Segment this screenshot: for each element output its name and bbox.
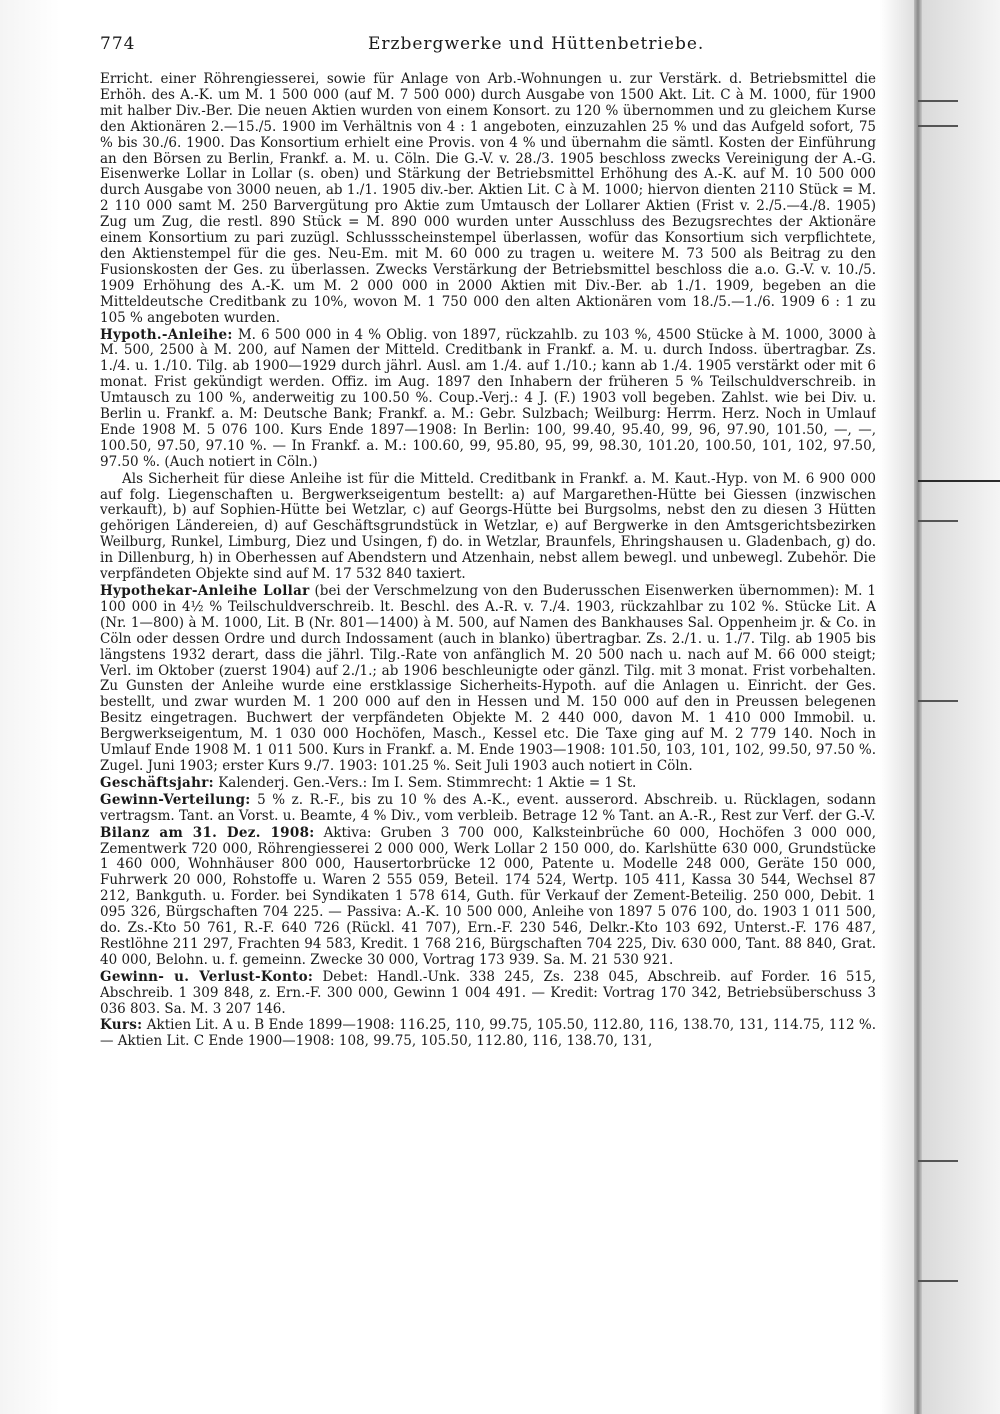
- adjacent-page-mark: [918, 1280, 958, 1282]
- body-text: [100, 72, 876, 1402]
- paragraph-geschaeftsjahr: [100, 776, 876, 792]
- paragraph-security: [100, 472, 876, 583]
- paragraph-lead: Gewinn-Verteilung:: [100, 791, 251, 808]
- paragraph-text: Aktiva: Gruben 3 700 000, Kalksteinbrüche 60 000, Hochöfen 3 000 000, Zementwerk 720 000, Röhrengiesserei 2 000 000, Werk Lollar 2 150 000, do. Karlshütte 630 000, Grundstücke 1 460 000, Wohnhäuser 800 000, Hausertorbrücke 12 000, Patente u. Modelle 248 000, Geräte 150 000, Fuhrwerk 20 000, Rohstoffe u. Waren 2 555 059, Beteil. 174 524, Wertp. 105 411, Kassa 30 544, Wechsel 87 212, Bankguth. u. Forder. bei Syndikaten 1 578 614, Guth. für Verkauf der Zement-Beteilig. 250 000, Debit. 1 095 326, Bürgschaften 704 225. — Passiva: A.-K. 10 500 000, Anleihe von 1897 5 076 100, do. 1903 1 011 500, do. Zs.-Kto 50 761, R.-F. 640 726 (Rückl. 41 707), Ern.-F. 230 546, Delkr.-Kto 103 692, Unterst.-F. 176 487, Restlöhne 211 297, Frachten 94 583, Kredit. 1 768 216, Bürgschaften 704 225, Div. 630 000, Tant. 88 840, Grat. 40 000, Belohn. u. f. gemeinn. Zwecke 30 000, Vortrag 173 939. Sa. M. 21 530 921.: [100, 824, 876, 968]
- paragraph-capital-increase: [100, 72, 876, 327]
- paragraph-bilanz: [100, 826, 876, 969]
- page-number: 774: [100, 34, 136, 54]
- paragraph-text: Debet: Handl.-Unk. 338 245, Zs. 238 045, Abschreib. auf Forder. 16 515, Abschreib. 1 309 848, z. Ern.-F. 300 000, Gewinn 1 004 491. — Kredit: Vortrag 170 342, Betriebsüberschuss 3 036 803. Sa. M. 3 207 146.: [100, 968, 876, 1017]
- paragraph-gewinn-verteilung: [100, 793, 876, 825]
- paragraph-lead: Hypothekar-Anleihe Lollar: [100, 583, 310, 599]
- paragraph-lead: Geschäftsjahr:: [100, 774, 214, 791]
- paragraph-text: Erricht. einer Röhrengiesserei, sowie für Anlage von Arb.-Wohnungen u. zur Verstärk. d. Betriebsmittel die Erhöh. des A.-K. um M. 1 500 000 (auf M. 7 500 000) durch Ausgabe von 1500 Akt. Lit. C à M. 1000, für 1900 mit halber Div.-Ber. Die neuen Aktien wurden von einem Konsort. zu 120 % übernommen und zu gleichem Kurse den Aktionären 2.—15./5. 1900 im Verhältnis von 4 : 1 angeboten, einzuzahlen 25 % und das Aufgeld sofort, 75 % bis 30./6. 1900. Das Konsortium erhielt eine Provis. von 4 % und übernahm die sämtl. Kosten der Einführung an den Börsen zu Berlin, Frankf. a. M. u. Cöln. Die G.-V. v. 28./3. 1905 beschloss zwecks Vereinigung der A.-G. Eisenwerke Lollar in Lollar (s. oben) und Stärkung der Betriebsmittel Erhöhung des A.-K. auf M. 10 500 000 durch Ausgabe von 3000 neuen, ab 1./1. 1905 div.-ber. Aktien Lit. C à M. 1000; hiervon dienten 2110 Stück = M. 2 110 000 samt M. 250 Barvergütung pro Aktie zum Umtausch der Lollarer Aktien (Frist v. 2./5.—4./8. 1905) Zug um Zug, die restl. 890 Stück = M. 890 000 wurden unter Ausschluss des Bezugsrechtes der Aktionäre einem Konsortium zu pari zuzügl. Schlussscheinstempel überlassen, wofür das Konsortium sich verpflichtete, den Aktienstempel für die ges. Neu-Em. mit M. 60 000 zu tragen u. weitere M. 73 500 als Beitrag zu den Fusionskosten der Ges. zu überlassen. Zwecks Verstärkung der Betriebsmittel beschloss die a.o. G.-V. v. 10./5. 1909 Erhöhung des A.-K. um M. 2 000 000 in 2000 Aktien mit Div.-Ber. ab 1./1. 1909, begeben an die Mitteldeutsche Creditbank zu 10%, wovon M. 1 750 000 den alten Aktionären vom 18./5.—1./6. 1909 6 : 1 zu 105 % angeboten wurden.: [100, 72, 876, 326]
- paragraph-lead: Bilanz am 31. Dez. 1908:: [100, 824, 315, 841]
- paragraph-hypoth-anleihe: [100, 328, 876, 471]
- adjacent-page-edge: [918, 80, 1000, 1400]
- page-header: [100, 34, 900, 60]
- paragraph-text: Als Sicherheit für diese Anleihe ist für die Mitteld. Creditbank in Frankf. a. M. Kaut.-Hyp. von M. 6 900 000 auf folg. Liegenschaften u. Bergwerkseigentum bestellt: a) auf Margarethen-Hütte bei Giessen (inzwischen verkauft), b) auf Sophien-Hütte bei Wetzlar, c) auf Georgs-Hütte bei Burgsolms, nebst den zu diesen 3 Hütten gehörigen Ländereien, d) auf Geschäftsgrundstück in Wetzlar, e) auf Bergwerke in den Amtsgerichtsbezirken Weilburg, Runkel, Limburg, Diez und Usingen, f) do. in Wetzlar, Braunfels, Ehringshausen u. Gladenbach, g) do. in Dillenburg, h) in Oberhessen auf Abendstern und Atzenhain, nebst allem bewegl. und unbewegl. Zubehör. Die verpfändeten Objekte sind auf M. 17 532 840 taxiert.: [100, 470, 876, 583]
- paragraph-text: Kalenderj. Gen.-Vers.: Im I. Sem. Stimmrecht: 1 Aktie = 1 St.: [218, 774, 637, 791]
- paragraph-text: (bei der Verschmelzung von den Buderusschen Eisenwerken übernommen): M. 1 100 000 in 4½ % Teilschuldverschreib. lt. Beschl. des A.-R. v. 7./4. 1903, rückzahlbar zu 102 %. Stücke Lit. A (Nr. 1—800) à M. 1000, Lit. B (Nr. 801—1400) à M. 500, auf Namen des Bankhauses Sal. Oppenheim jr. & Co. in Cöln oder dessen Ordre und durch Indossament (auch in blanko) übertragbar. Zs. 2./1. u. 1./7. Tilg. ab 1905 bis längstens 1932 derart, dass die jährl. Tilg.-Rate von anfänglich M. 20 500 nach u. nach auf M. 66 000 steigt; Verl. im Oktober (zuerst 1904) auf 2./1.; ab 1906 beschleunigte oder gänzl. Tilg. mit 3 monat. Frist vorbehalten. Zu Gunsten der Anleihe wurde eine erstklassige Sicherheits-Hypoth. auf die Anlagen u. Einricht. der Ges. bestellt, und zwar wurden M. 1 200 000 auf den in Hessen und M. 150 000 auf den in Preussen belegenen Besitz eingetragen. Buchwert der verpfändeten Objekte M. 2 440 000, davon M. 1 410 000 Immobil. u. Bergwerkseigentum, M. 1 030 000 Hochöfen, Masch., Kessel etc. Die Taxe ging auf M. 2 779 140. Noch in Umlauf Ende 1908 M. 1 011 500. Kurs in Frankf. a. M. Ende 1903—1908: 101.50, 103, 101, 102, 99.50, 97.50 %. Zugel. Juni 1903; erster Kurs 9./7. 1903: 101.25 %. Seit Juli 1903 auch notiert in Cöln.: [100, 583, 876, 774]
- adjacent-page-mark: [918, 1160, 958, 1162]
- paragraph-gewinn-verlust-konto: [100, 970, 876, 1018]
- adjacent-page-mark: [918, 125, 958, 127]
- adjacent-page-mark: [918, 700, 958, 702]
- adjacent-page-mark: [918, 520, 958, 522]
- paragraph-text: M. 6 500 000 in 4 % Oblig. von 1897, rückzahlb. zu 103 %, 4500 Stücke à M. 1000, 3000 à M. 500, 2500 à M. 200, auf Namen der Mitteld. Creditbank in Frankf. a. M. u. durch Indoss. übertragbar. Zs. 1./4. u. 1./10. Tilg. ab 1900—1929 durch jährl. Ausl. am 1./4. auf 1./10.; kann ab 1./4. 1905 verstärkt oder mit 6 monat. Frist gekündigt werden. Offiz. im Aug. 1897 den Inhabern der früheren 5 % Teilschuldverschreib. in Umtausch zu 100 %, anderweitig zu 100.50 %. Coup.-Verj.: 4 J. (F.) 1903 voll begeben. Zahlst. wie bei Div. u. Berlin u. Frankf. a. M: Deutsche Bank; Frankf. a. M.: Gebr. Sulzbach; Weilburg: Herrm. Herz. Noch in Umlauf Ende 1908 M. 5 076 100. Kurs Ende 1897—1908: In Berlin: 100, 99.40, 95.40, 99, 96, 97.90, 101.50, —, —, 100.50, 97.50, 97.10 %. — In Frankf. a. M.: 100.60, 99, 95.80, 95, 99, 98.30, 101.20, 100.50, 101, 102, 97.50, 97.50 %. (Auch notiert in Cöln.): [100, 326, 876, 470]
- adjacent-page-mark: [918, 480, 1000, 482]
- paragraph-lead: Gewinn- u. Verlust-Konto:: [100, 968, 314, 985]
- paragraph-lead: Kurs:: [100, 1017, 143, 1034]
- paragraph-hypothekar-anleihe-lollar: [100, 584, 876, 775]
- adjacent-page-mark: [918, 100, 958, 102]
- running-title: Erzbergwerke und Hüttenbetriebe.: [368, 34, 705, 54]
- paragraph-kurs: [100, 1018, 876, 1050]
- paragraph-text: Aktien Lit. A u. B Ende 1899—1908: 116.25, 110, 99.75, 105.50, 112.80, 116, 138.70, 131, 114.75, 112 %. — Aktien Lit. C Ende 1900—1908: 108, 99.75, 105.50, 112.80, 116, 138.70, 131,: [100, 1017, 876, 1050]
- paragraph-text: 5 % z. R.-F., bis zu 10 % des A.-K., event. ausserord. Abschreib. u. Rücklagen, sodann vertragsm. Tant. an Vorst. u. Beamte, 4 % Div., vom verbleib. Betrage 12 % Tant. an A.-R., Rest zur Verf. der G.-V.: [100, 791, 876, 824]
- paragraph-lead: Hypoth.-Anleihe:: [100, 326, 233, 343]
